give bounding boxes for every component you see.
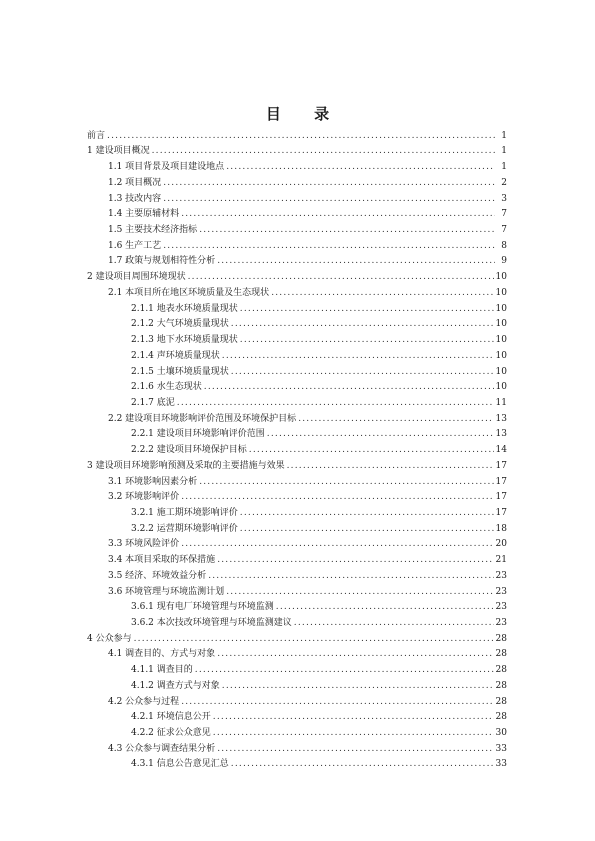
toc-entry-title: 4.1.1 调查目的	[131, 665, 193, 676]
dot-leader	[163, 240, 495, 252]
toc-entry-page-number: 20	[495, 539, 507, 550]
toc-entry-title: 2.1.6 水生态现状	[131, 382, 202, 393]
toc-entry[interactable]	[87, 220, 507, 236]
dot-leader	[217, 554, 493, 566]
toc-entry[interactable]	[87, 519, 507, 535]
dot-leader	[195, 664, 494, 676]
toc-entry-title: 4.3.1 信息公告意见汇总	[131, 759, 229, 770]
toc-entry-title: 1.3 技改内容	[108, 193, 162, 204]
toc-entry[interactable]	[87, 723, 507, 739]
toc-entry-page-number: 28	[495, 649, 507, 660]
toc-entry-title: 3.4 本项目采取的环保措施	[108, 555, 216, 566]
dot-leader	[181, 491, 493, 503]
toc-entry-title: 4.2 公众参与过程	[108, 696, 180, 707]
dot-leader	[222, 680, 494, 692]
toc-entry-title: 4 公众参与	[87, 633, 132, 644]
toc-entry[interactable]	[87, 409, 507, 425]
toc-entry-title: 4.1.2 调查方式与对象	[131, 680, 220, 691]
dot-leader	[152, 145, 495, 157]
dot-leader	[240, 507, 494, 519]
dot-leader	[298, 413, 493, 425]
toc-entry-page-number: 33	[495, 743, 507, 754]
toc-entry[interactable]	[87, 566, 507, 582]
toc-entry-title: 2 建设项目周围环境现状	[87, 272, 186, 283]
toc-entry-title: 3.2.1 施工期环境影响评价	[131, 507, 238, 518]
toc-entry[interactable]	[87, 582, 507, 598]
dot-leader	[217, 255, 495, 267]
dot-leader	[267, 428, 494, 440]
toc-entry-title: 1.2 项目概况	[108, 177, 162, 188]
toc-entry-title: 2.1.7 底泥	[131, 397, 175, 408]
dot-leader	[276, 601, 494, 613]
toc-entry-title: 3.5 经济、环境效益分析	[108, 570, 207, 581]
dot-leader	[231, 758, 494, 770]
toc-entry-title: 2.2.1 建设项目环境影响评价范围	[131, 429, 265, 440]
toc-entry-title: 3.6 环境管理与环境监测计划	[108, 586, 225, 597]
toc-entry-page-number: 21	[495, 555, 507, 566]
toc-entry-page-number: 10	[495, 319, 507, 330]
toc-entry-title: 4.1 调查目的、方式与对象	[108, 649, 216, 660]
toc-entry-page-number: 17	[495, 507, 507, 518]
toc-entry[interactable]	[87, 708, 507, 724]
toc-entry-page-number: 10	[495, 287, 507, 298]
dot-leader	[134, 633, 494, 645]
toc-entry[interactable]	[87, 346, 507, 362]
toc-entry-page-number: 13	[495, 429, 507, 440]
toc-entry-title: 3.2 环境影响评价	[108, 492, 180, 503]
dot-leader	[231, 318, 494, 330]
toc-entry-page-number: 28	[495, 680, 507, 691]
toc-entry[interactable]	[87, 283, 507, 299]
toc-entry-page-number: 7	[501, 209, 507, 220]
toc-entry-title: 3 建设项目环境影响预测及采取的主要措施与效果	[87, 460, 285, 471]
dot-leader	[107, 130, 495, 142]
dot-leader	[294, 617, 494, 629]
toc-entry-page-number: 17	[495, 476, 507, 487]
toc-entry[interactable]	[87, 535, 507, 551]
toc-entry-page-number: 7	[501, 225, 507, 236]
dot-leader	[240, 334, 494, 346]
toc-entry-title: 1 建设项目概况	[87, 146, 150, 157]
toc-entry-page-number: 9	[501, 256, 507, 267]
toc-entry-title: 3.2.2 运营期环境影响评价	[131, 523, 238, 534]
toc-entry-title: 3.3 环境风险评价	[108, 539, 180, 550]
dot-leader	[181, 208, 495, 220]
toc-entry-title: 2.2.2 建设项目环境保护目标	[131, 445, 247, 456]
toc-entry[interactable]	[87, 393, 507, 409]
dot-leader	[177, 397, 494, 409]
toc-entry-title: 2.1 本项目所在地区环境质量及生态现状	[108, 287, 270, 298]
toc-entry-page-number: 17	[495, 492, 507, 503]
toc-entry[interactable]	[87, 173, 507, 189]
toc-entry-title: 2.1.5 土壤环境质量现状	[131, 366, 229, 377]
dot-leader	[226, 161, 495, 173]
toc-entry[interactable]	[87, 157, 507, 173]
toc-entry[interactable]	[87, 472, 507, 488]
toc-entry-title: 3.1 环境影响因素分析	[108, 476, 198, 487]
toc-entry-title: 1.6 生产工艺	[108, 240, 162, 251]
toc-entry-title: 3.6.1 现有电厂环境管理与环境监测	[131, 602, 274, 613]
dot-leader	[240, 303, 494, 315]
toc-entry[interactable]	[87, 660, 507, 676]
toc-entry-title: 1.1 项目背景及项目建设地点	[108, 162, 225, 173]
toc-entry-page-number: 28	[495, 633, 507, 644]
dot-leader	[222, 350, 494, 362]
toc-entry[interactable]	[87, 330, 507, 346]
toc-entry[interactable]	[87, 189, 507, 205]
dot-leader	[163, 193, 495, 205]
toc-entry-page-number: 23	[495, 602, 507, 613]
toc-entry-page-number: 2	[501, 177, 507, 188]
toc-entry-page-number: 28	[495, 665, 507, 676]
dot-leader	[231, 366, 494, 378]
toc-entry-page-number: 1	[501, 130, 507, 141]
toc-entry-page-number: 3	[501, 193, 507, 204]
toc-entry-page-number: 18	[495, 523, 507, 534]
toc-entry[interactable]	[87, 645, 507, 661]
page-title: 目 录	[265, 105, 344, 123]
toc-entry-page-number: 28	[495, 712, 507, 723]
toc-entry-title: 4.2.1 环境信息公开	[131, 712, 211, 723]
toc-entry-page-number: 13	[495, 413, 507, 424]
dot-leader	[188, 271, 494, 283]
toc-entry-title: 1.4 主要原辅材料	[108, 209, 180, 220]
toc-entry-page-number: 23	[495, 618, 507, 628]
toc-entry-page-number: 14	[495, 445, 507, 456]
dot-leader	[181, 696, 493, 708]
dot-leader	[208, 570, 493, 582]
dot-leader	[271, 287, 493, 299]
table-of-contents	[87, 126, 507, 770]
toc-entry-title: 2.1.3 地下水环境质量现状	[131, 335, 238, 346]
toc-entry[interactable]	[87, 440, 507, 456]
toc-entry-title: 4.2.2 征求公众意见	[131, 728, 211, 739]
dot-leader	[181, 538, 493, 550]
toc-entry-title: 2.1.4 声环境质量现状	[131, 350, 220, 361]
toc-entry[interactable]	[87, 236, 507, 252]
toc-entry-page-number: 10	[495, 272, 507, 283]
toc-entry-page-number: 11	[495, 397, 507, 408]
toc-entry-page-number: 1	[501, 162, 507, 173]
toc-entry[interactable]	[87, 692, 507, 708]
toc-entry[interactable]	[87, 425, 507, 441]
toc-entry[interactable]	[87, 315, 507, 331]
toc-entry-page-number: 28	[495, 696, 507, 707]
toc-entry-title: 1.5 主要技术经济指标	[108, 225, 198, 236]
toc-entry-page-number: 1	[501, 146, 507, 157]
toc-entry[interactable]	[87, 299, 507, 315]
toc-entry-title: 2.1.2 大气环境质量现状	[131, 319, 229, 330]
toc-entry[interactable]	[87, 142, 507, 158]
toc-entry[interactable]	[87, 126, 507, 142]
dot-leader	[240, 523, 494, 535]
dot-leader	[249, 444, 494, 456]
toc-entry[interactable]	[87, 205, 507, 221]
dot-leader	[226, 586, 493, 598]
toc-entry[interactable]	[87, 456, 507, 472]
toc-entry-title: 1.7 政策与规划相符性分析	[108, 256, 216, 267]
toc-entry-page-number: 23	[495, 586, 507, 597]
toc-entry-page-number: 30	[495, 728, 507, 739]
toc-entry[interactable]	[87, 598, 507, 614]
dot-leader	[163, 177, 495, 189]
toc-entry-title: 2.2 建设项目环境影响评价范围及环境保护目标	[108, 413, 297, 424]
toc-entry-page-number: 23	[495, 570, 507, 581]
dot-leader	[217, 648, 493, 660]
toc-entry-page-number: 33	[495, 759, 507, 770]
toc-entry-page-number: 17	[495, 460, 507, 471]
toc-entry[interactable]	[87, 267, 507, 283]
dot-leader	[199, 476, 493, 488]
toc-entry-page-number: 10	[495, 382, 507, 393]
toc-entry[interactable]	[87, 739, 507, 755]
toc-entry-page-number: 8	[501, 240, 507, 251]
toc-entry-page-number: 10	[495, 350, 507, 361]
toc-entry[interactable]	[87, 378, 507, 394]
dot-leader	[217, 743, 493, 755]
toc-entry-page-number: 10	[495, 303, 507, 314]
toc-entry[interactable]	[87, 755, 507, 771]
toc-entry-title: 2.1.1 地表水环境质量现状	[131, 303, 238, 314]
toc-entry[interactable]	[87, 252, 507, 268]
toc-entry[interactable]	[87, 629, 507, 645]
toc-entry-title: 前言	[87, 130, 106, 141]
toc-entry[interactable]	[87, 503, 507, 519]
dot-leader	[199, 224, 495, 236]
toc-entry[interactable]	[87, 550, 507, 566]
toc-entry-title: 4.3 公众参与调查结果分析	[108, 743, 216, 754]
toc-entry-page-number: 10	[495, 366, 507, 377]
toc-entry[interactable]	[87, 488, 507, 504]
toc-entry-page-number: 10	[495, 335, 507, 346]
dot-leader	[204, 381, 494, 393]
toc-entry[interactable]	[87, 613, 507, 629]
dot-leader	[213, 727, 494, 739]
dot-leader	[287, 460, 494, 472]
toc-entry[interactable]	[87, 362, 507, 378]
toc-entry[interactable]	[87, 676, 507, 692]
dot-leader	[213, 711, 494, 723]
toc-entry-title: 3.6.2 本次技改环境管理与环境监测建议	[131, 618, 292, 628]
